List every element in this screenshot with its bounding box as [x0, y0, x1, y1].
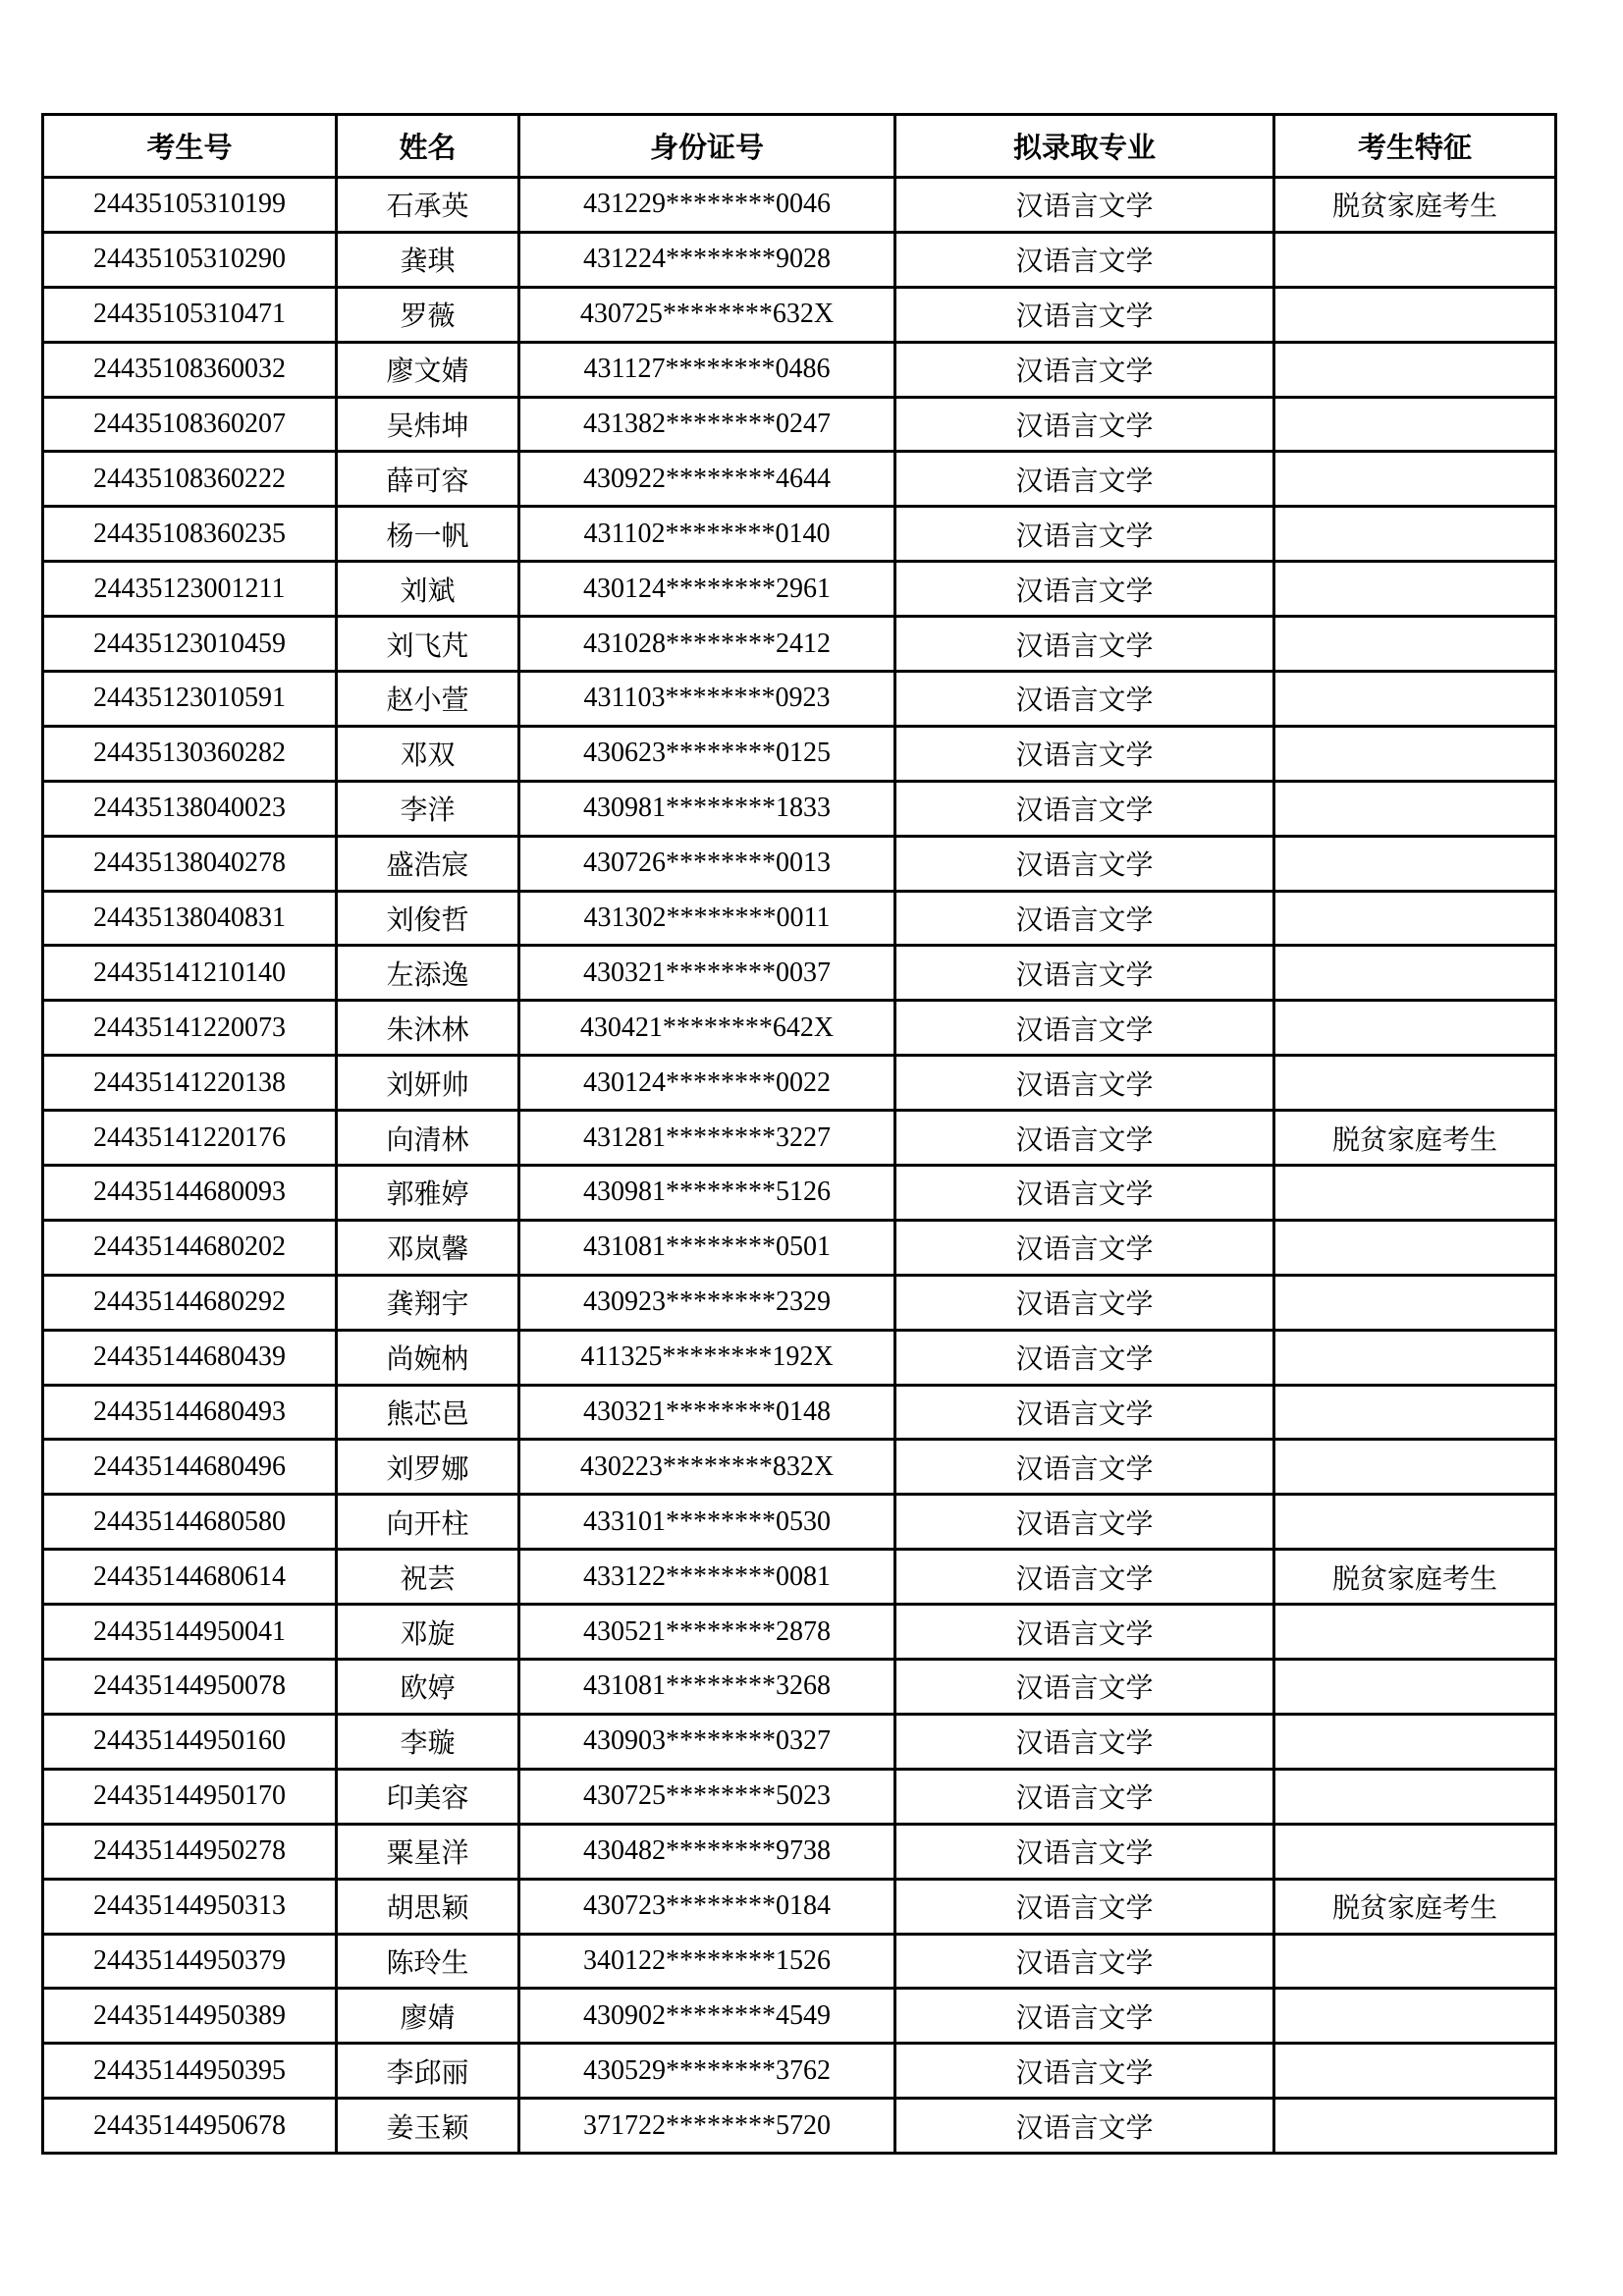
table-row: [43, 1001, 1556, 1056]
exam-id-cell: 24435141220176: [43, 1111, 337, 1166]
feature-cell: [1274, 1330, 1556, 1385]
name-cell: 李洋: [337, 781, 519, 836]
id-number-cell: 430723********0184: [519, 1879, 895, 1934]
table-row: [43, 1714, 1556, 1769]
table-row: [43, 1385, 1556, 1440]
exam-id-cell: 24435144680093: [43, 1166, 337, 1221]
table-row: [43, 1166, 1556, 1221]
name-cell: 刘斌: [337, 562, 519, 617]
exam-id-cell: 24435141210140: [43, 946, 337, 1001]
major-cell: 汉语言文学: [895, 946, 1274, 1001]
feature-cell: [1274, 287, 1556, 342]
table-row: [43, 891, 1556, 946]
table-header: [43, 115, 1556, 178]
feature-cell: [1274, 2099, 1556, 2154]
major-cell: 汉语言文学: [895, 1166, 1274, 1221]
id-number-cell: 431081********3268: [519, 1660, 895, 1715]
table-row: [43, 2099, 1556, 2154]
name-cell: 郭雅婷: [337, 1166, 519, 1221]
exam-id-cell: 24435138040278: [43, 836, 337, 891]
name-cell: 刘罗娜: [337, 1440, 519, 1495]
exam-id-cell: 24435144950160: [43, 1714, 337, 1769]
id-number-cell: 433101********0530: [519, 1495, 895, 1550]
exam-id-cell: 24435108360222: [43, 452, 337, 507]
major-cell: 汉语言文学: [895, 1111, 1274, 1166]
table-row: [43, 1605, 1556, 1660]
table-row: [43, 342, 1556, 397]
feature-cell: [1274, 1495, 1556, 1550]
table-row: [43, 1660, 1556, 1715]
major-cell: 汉语言文学: [895, 1440, 1274, 1495]
major-cell: 汉语言文学: [895, 1879, 1274, 1934]
id-number-cell: 431224********9028: [519, 232, 895, 287]
exam-id-cell: 24435144680292: [43, 1275, 337, 1330]
table-row: [43, 1111, 1556, 1166]
table-row: [43, 1495, 1556, 1550]
major-cell: 汉语言文学: [895, 836, 1274, 891]
id-number-cell: 430223********832X: [519, 1440, 895, 1495]
id-number-cell: 430321********0148: [519, 1385, 895, 1440]
id-number-cell: 430321********0037: [519, 946, 895, 1001]
exam-id-cell: 24435130360282: [43, 726, 337, 781]
header-id-number: 身份证号: [519, 115, 895, 178]
feature-cell: [1274, 1220, 1556, 1275]
major-cell: 汉语言文学: [895, 781, 1274, 836]
admission-roster-table: [41, 113, 1557, 2155]
feature-cell: [1274, 507, 1556, 562]
name-cell: 赵小萱: [337, 672, 519, 727]
major-cell: 汉语言文学: [895, 562, 1274, 617]
id-number-cell: 430726********0013: [519, 836, 895, 891]
name-cell: 盛浩宸: [337, 836, 519, 891]
id-number-cell: 430981********1833: [519, 781, 895, 836]
exam-id-cell: 24435123001211: [43, 562, 337, 617]
header-row: [43, 115, 1556, 178]
feature-cell: [1274, 836, 1556, 891]
id-number-cell: 431382********0247: [519, 397, 895, 452]
table-row: [43, 1769, 1556, 1824]
exam-id-cell: 24435141220073: [43, 1001, 337, 1056]
feature-cell: [1274, 726, 1556, 781]
table-row: [43, 397, 1556, 452]
major-cell: 汉语言文学: [895, 452, 1274, 507]
exam-id-cell: 24435108360032: [43, 342, 337, 397]
major-cell: 汉语言文学: [895, 1934, 1274, 1989]
feature-cell: [1274, 1660, 1556, 1715]
table-row: [43, 1824, 1556, 1879]
name-cell: 李邱丽: [337, 2044, 519, 2099]
name-cell: 吴炜坤: [337, 397, 519, 452]
major-cell: 汉语言文学: [895, 507, 1274, 562]
exam-id-cell: 24435144950041: [43, 1605, 337, 1660]
table-row: [43, 1056, 1556, 1111]
name-cell: 姜玉颖: [337, 2099, 519, 2154]
id-number-cell: 430482********9738: [519, 1824, 895, 1879]
table-row: [43, 1550, 1556, 1605]
exam-id-cell: 24435144950313: [43, 1879, 337, 1934]
name-cell: 邓双: [337, 726, 519, 781]
table-row: [43, 562, 1556, 617]
id-number-cell: 411325********192X: [519, 1330, 895, 1385]
name-cell: 欧婷: [337, 1660, 519, 1715]
feature-cell: [1274, 562, 1556, 617]
exam-id-cell: 24435144680614: [43, 1550, 337, 1605]
table-row: [43, 836, 1556, 891]
feature-cell: [1274, 2044, 1556, 2099]
feature-cell: [1274, 672, 1556, 727]
major-cell: 汉语言文学: [895, 1989, 1274, 2044]
feature-cell: [1274, 1385, 1556, 1440]
id-number-cell: 431229********0046: [519, 178, 895, 233]
table-row: [43, 1440, 1556, 1495]
id-number-cell: 431302********0011: [519, 891, 895, 946]
exam-id-cell: 24435144680493: [43, 1385, 337, 1440]
major-cell: 汉语言文学: [895, 891, 1274, 946]
name-cell: 石承英: [337, 178, 519, 233]
major-cell: 汉语言文学: [895, 1714, 1274, 1769]
exam-id-cell: 24435105310199: [43, 178, 337, 233]
table-row: [43, 1989, 1556, 2044]
feature-cell: [1274, 1989, 1556, 2044]
exam-id-cell: 24435144680496: [43, 1440, 337, 1495]
exam-id-cell: 24435141220138: [43, 1056, 337, 1111]
exam-id-cell: 24435144950379: [43, 1934, 337, 1989]
id-number-cell: 430521********2878: [519, 1605, 895, 1660]
feature-cell: [1274, 1714, 1556, 1769]
table-row: [43, 2044, 1556, 2099]
exam-id-cell: 24435105310290: [43, 232, 337, 287]
id-number-cell: 430922********4644: [519, 452, 895, 507]
major-cell: 汉语言文学: [895, 726, 1274, 781]
exam-id-cell: 24435144950678: [43, 2099, 337, 2154]
name-cell: 左添逸: [337, 946, 519, 1001]
name-cell: 邓旋: [337, 1605, 519, 1660]
exam-id-cell: 24435144950395: [43, 2044, 337, 2099]
table-row: [43, 617, 1556, 672]
exam-id-cell: 24435108360207: [43, 397, 337, 452]
major-cell: 汉语言文学: [895, 1056, 1274, 1111]
table-row: [43, 1220, 1556, 1275]
name-cell: 粟星洋: [337, 1824, 519, 1879]
id-number-cell: 430124********0022: [519, 1056, 895, 1111]
feature-cell: [1274, 946, 1556, 1001]
id-number-cell: 431081********0501: [519, 1220, 895, 1275]
exam-id-cell: 24435144680580: [43, 1495, 337, 1550]
feature-cell: [1274, 1275, 1556, 1330]
major-cell: 汉语言文学: [895, 1769, 1274, 1824]
major-cell: 汉语言文学: [895, 1330, 1274, 1385]
exam-id-cell: 24435144680202: [43, 1220, 337, 1275]
name-cell: 熊芯邑: [337, 1385, 519, 1440]
major-cell: 汉语言文学: [895, 1385, 1274, 1440]
header-feature: 考生特征: [1274, 115, 1556, 178]
feature-cell: [1274, 232, 1556, 287]
major-cell: 汉语言文学: [895, 1605, 1274, 1660]
major-cell: 汉语言文学: [895, 1275, 1274, 1330]
id-number-cell: 431103********0923: [519, 672, 895, 727]
table-row: [43, 232, 1556, 287]
major-cell: 汉语言文学: [895, 287, 1274, 342]
id-number-cell: 430421********642X: [519, 1001, 895, 1056]
feature-cell: 脱贫家庭考生: [1274, 178, 1556, 233]
header-name: 姓名: [337, 115, 519, 178]
major-cell: 汉语言文学: [895, 1495, 1274, 1550]
name-cell: 朱沐林: [337, 1001, 519, 1056]
feature-cell: [1274, 342, 1556, 397]
name-cell: 薛可容: [337, 452, 519, 507]
id-number-cell: 431028********2412: [519, 617, 895, 672]
feature-cell: [1274, 781, 1556, 836]
feature-cell: [1274, 1001, 1556, 1056]
feature-cell: [1274, 1824, 1556, 1879]
major-cell: 汉语言文学: [895, 2044, 1274, 2099]
major-cell: 汉语言文学: [895, 672, 1274, 727]
feature-cell: [1274, 1605, 1556, 1660]
major-cell: 汉语言文学: [895, 342, 1274, 397]
name-cell: 尚婉枘: [337, 1330, 519, 1385]
id-number-cell: 430923********2329: [519, 1275, 895, 1330]
table-row: [43, 178, 1556, 233]
id-number-cell: 430124********2961: [519, 562, 895, 617]
exam-id-cell: 24435138040023: [43, 781, 337, 836]
table-row: [43, 507, 1556, 562]
id-number-cell: 431281********3227: [519, 1111, 895, 1166]
name-cell: 邓岚馨: [337, 1220, 519, 1275]
name-cell: 龚翔宇: [337, 1275, 519, 1330]
major-cell: 汉语言文学: [895, 232, 1274, 287]
exam-id-cell: 24435144950078: [43, 1660, 337, 1715]
major-cell: 汉语言文学: [895, 617, 1274, 672]
id-number-cell: 433122********0081: [519, 1550, 895, 1605]
id-number-cell: 430903********0327: [519, 1714, 895, 1769]
feature-cell: 脱贫家庭考生: [1274, 1879, 1556, 1934]
name-cell: 印美容: [337, 1769, 519, 1824]
exam-id-cell: 24435105310471: [43, 287, 337, 342]
id-number-cell: 430529********3762: [519, 2044, 895, 2099]
id-number-cell: 431102********0140: [519, 507, 895, 562]
table-row: [43, 781, 1556, 836]
id-number-cell: 430623********0125: [519, 726, 895, 781]
exam-id-cell: 24435108360235: [43, 507, 337, 562]
id-number-cell: 430902********4549: [519, 1989, 895, 2044]
name-cell: 廖文婧: [337, 342, 519, 397]
exam-id-cell: 24435123010459: [43, 617, 337, 672]
id-number-cell: 340122********1526: [519, 1934, 895, 1989]
name-cell: 罗薇: [337, 287, 519, 342]
table-row: [43, 452, 1556, 507]
feature-cell: [1274, 452, 1556, 507]
feature-cell: [1274, 1440, 1556, 1495]
id-number-cell: 430725********632X: [519, 287, 895, 342]
name-cell: 向清林: [337, 1111, 519, 1166]
major-cell: 汉语言文学: [895, 1220, 1274, 1275]
id-number-cell: 430981********5126: [519, 1166, 895, 1221]
feature-cell: [1274, 1934, 1556, 1989]
name-cell: 杨一帆: [337, 507, 519, 562]
major-cell: 汉语言文学: [895, 1550, 1274, 1605]
major-cell: 汉语言文学: [895, 2099, 1274, 2154]
feature-cell: [1274, 891, 1556, 946]
name-cell: 向开柱: [337, 1495, 519, 1550]
id-number-cell: 431127********0486: [519, 342, 895, 397]
exam-id-cell: 24435144950170: [43, 1769, 337, 1824]
feature-cell: [1274, 1769, 1556, 1824]
id-number-cell: 371722********5720: [519, 2099, 895, 2154]
name-cell: 刘俊哲: [337, 891, 519, 946]
major-cell: 汉语言文学: [895, 1001, 1274, 1056]
name-cell: 龚琪: [337, 232, 519, 287]
name-cell: 李璇: [337, 1714, 519, 1769]
table-row: [43, 672, 1556, 727]
major-cell: 汉语言文学: [895, 178, 1274, 233]
table-row: [43, 946, 1556, 1001]
exam-id-cell: 24435144680439: [43, 1330, 337, 1385]
header-exam-id: 考生号: [43, 115, 337, 178]
major-cell: 汉语言文学: [895, 1824, 1274, 1879]
exam-id-cell: 24435123010591: [43, 672, 337, 727]
name-cell: 陈玲生: [337, 1934, 519, 1989]
name-cell: 廖婧: [337, 1989, 519, 2044]
exam-id-cell: 24435144950278: [43, 1824, 337, 1879]
name-cell: 刘妍帅: [337, 1056, 519, 1111]
table-body: [43, 178, 1556, 2154]
exam-id-cell: 24435144950389: [43, 1989, 337, 2044]
feature-cell: [1274, 397, 1556, 452]
feature-cell: 脱贫家庭考生: [1274, 1111, 1556, 1166]
id-number-cell: 430725********5023: [519, 1769, 895, 1824]
table-row: [43, 1879, 1556, 1934]
header-major: 拟录取专业: [895, 115, 1274, 178]
feature-cell: 脱贫家庭考生: [1274, 1550, 1556, 1605]
feature-cell: [1274, 1056, 1556, 1111]
feature-cell: [1274, 617, 1556, 672]
major-cell: 汉语言文学: [895, 397, 1274, 452]
name-cell: 胡思颖: [337, 1879, 519, 1934]
name-cell: 刘飞芃: [337, 617, 519, 672]
name-cell: 祝芸: [337, 1550, 519, 1605]
table-row: [43, 726, 1556, 781]
feature-cell: [1274, 1166, 1556, 1221]
exam-id-cell: 24435138040831: [43, 891, 337, 946]
table-row: [43, 1934, 1556, 1989]
table-row: [43, 287, 1556, 342]
major-cell: 汉语言文学: [895, 1660, 1274, 1715]
table-row: [43, 1330, 1556, 1385]
table-row: [43, 1275, 1556, 1330]
